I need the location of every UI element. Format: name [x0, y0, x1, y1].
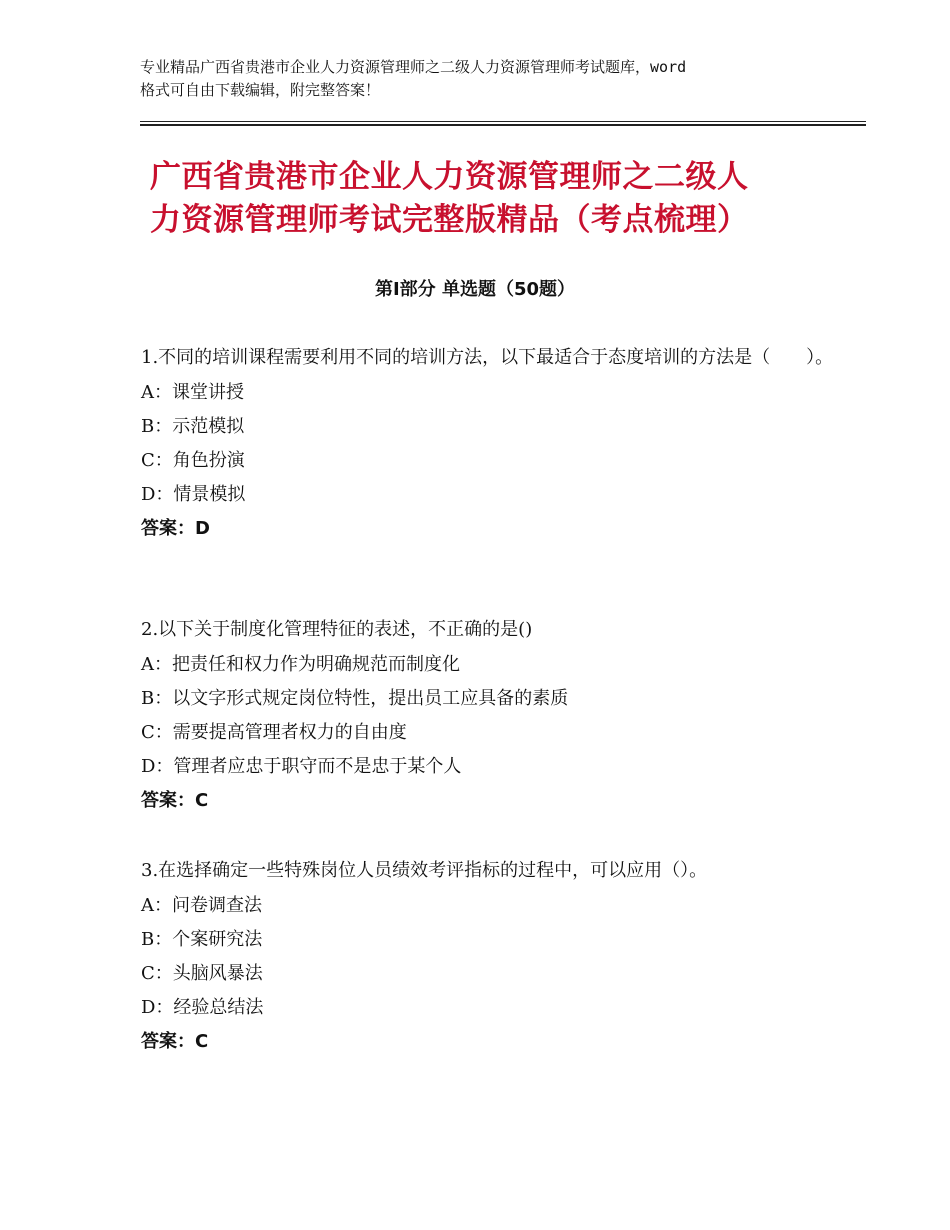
- question-item: [141, 855, 841, 1059]
- question-item: [141, 342, 841, 546]
- header-line-1: 专业精品广西省贵港市企业人力资源管理师之二级人力资源管理师考试题库，word: [140, 58, 687, 76]
- answer-text: 答案：C: [141, 1031, 209, 1052]
- option-c: C：角色扮演: [141, 450, 245, 471]
- answer-text: 答案：C: [141, 790, 209, 811]
- header-line-2: 格式可自由下载编辑，附完整答案！: [140, 81, 381, 99]
- option-d: D：经验总结法: [141, 997, 264, 1018]
- option-d: D：情景模拟: [141, 484, 246, 505]
- title-line-1: 广西省贵港市企业人力资源管理师之二级人: [150, 159, 749, 195]
- header-divider-thin: [140, 121, 866, 122]
- option-a: A：把责任和权力作为明确规范而制度化: [141, 654, 460, 675]
- question-stem: 2.以下关于制度化管理特征的表述，不正确的是(): [141, 619, 533, 640]
- option-c: C：需要提高管理者权力的自由度: [141, 722, 407, 743]
- question-stem: 3.在选择确定一些特殊岗位人员绩效考评指标的过程中，可以应用（）。: [141, 860, 708, 881]
- document-title: [150, 156, 830, 242]
- option-b: B：个案研究法: [141, 929, 263, 950]
- question-item: [141, 614, 841, 818]
- option-b: B：以文字形式规定岗位特性，提出员工应具备的素质: [141, 688, 569, 709]
- question-stem: 1.不同的培训课程需要利用不同的培训方法，以下最适合于态度培训的方法是（ ）。: [141, 347, 834, 368]
- option-d: D：管理者应忠于职守而不是忠于某个人: [141, 756, 462, 777]
- title-line-2: 力资源管理师考试完整版精品（考点梳理）: [150, 202, 749, 238]
- page-header: [140, 56, 840, 102]
- section-heading: 第Ⅰ部分 单选题（50题）: [374, 279, 575, 300]
- option-c: C：头脑风暴法: [141, 963, 263, 984]
- option-a: A：课堂讲授: [141, 382, 244, 403]
- header-divider-thick: [140, 124, 866, 126]
- option-a: A：问卷调查法: [141, 895, 262, 916]
- answer-text: 答案：D: [141, 518, 210, 539]
- option-b: B：示范模拟: [141, 416, 245, 437]
